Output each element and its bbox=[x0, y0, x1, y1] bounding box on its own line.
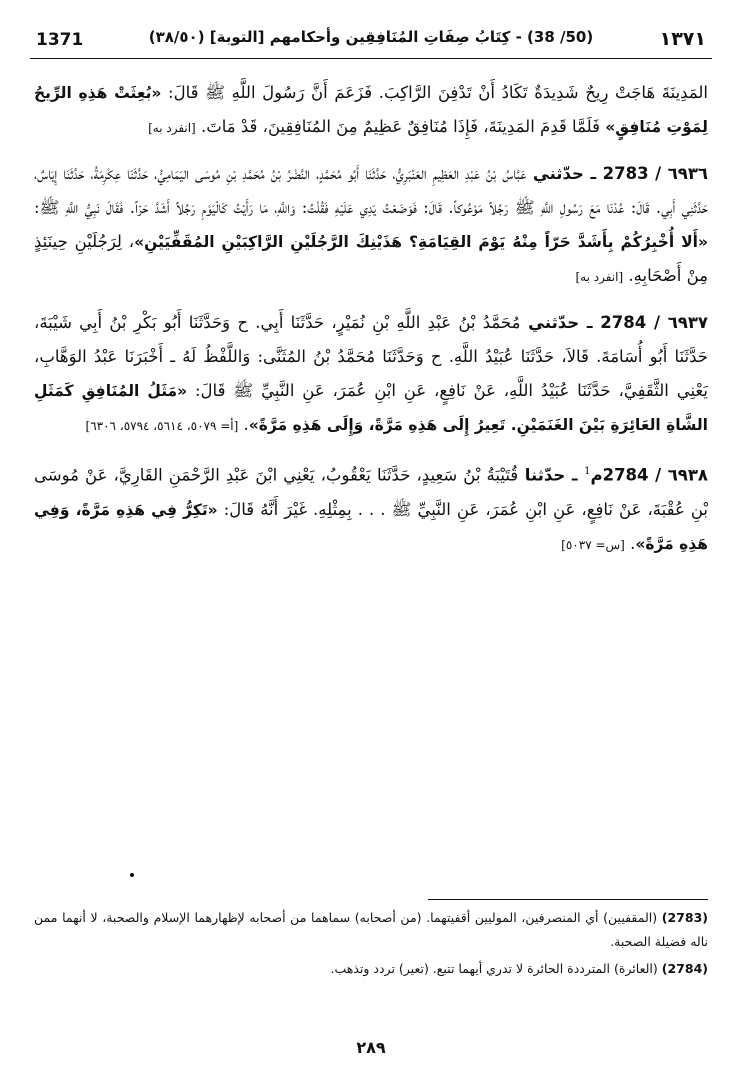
narration-lead: ـ حدّثني bbox=[520, 313, 601, 332]
hadith-text-rest: فَلَمَّا قَدِمَ المَدِينَةَ، فَإِذَا مُنَافِقٌ عَظِيمٌ مِنَ المُنَافِقِينَ، قَدْ مَاتَ. bbox=[195, 117, 606, 136]
footnote-2783 bbox=[34, 906, 708, 954]
chapter-title: (50/ 38) - كِتَابُ صِفَاتِ المُنَافِقِين وأحكامهم [التوبة] (٣٨/٥٠) bbox=[148, 28, 594, 46]
hadith-text: المَدِينَةَ هَاجَتْ رِيحٌ شَدِيدَةٌ تَكَادُ أَنْ تَدْفِنَ الرَّاكِبَ. فَزَعَمَ أَنَّ رَسُولَ اللَّهِ ﷺ قَالَ: bbox=[161, 83, 708, 102]
reference-note: [انفرد به] bbox=[575, 270, 624, 284]
hadith-6937 bbox=[34, 306, 708, 443]
page-number-latin: 1371 bbox=[36, 30, 84, 50]
hadith-text-rest: . bbox=[238, 415, 249, 434]
hadith-text-rest: ، لِرَجُلَيْنِ حِينَئِذٍ مِنْ أَصْحَابِهِ. bbox=[34, 232, 708, 285]
hadith-number: ٦٩٣٧ / 2784 bbox=[600, 313, 708, 332]
footnote-divider bbox=[428, 899, 708, 900]
hadith-text-rest: . bbox=[624, 533, 636, 553]
prophet-quote: «مَثَلُ المُنَافِقِ كَمَثَلِ الشَّاةِ العَائِرَةِ بَيْنَ الغَنَمَيْنِ. تَعِيرُ إِلَى هَذِهِ مَرَّةً، وَإِلَى هَذِهِ مَرَّةً» bbox=[34, 382, 708, 434]
narration-lead: ـ حدّثني bbox=[526, 164, 603, 183]
running-header bbox=[30, 24, 712, 59]
prophet-quote: «بُعِثَتْ هَذِهِ الرِّيحُ لِمَوْتِ مُنَافِقٍ» bbox=[34, 84, 708, 136]
reference-note: [س= ٥٠٣٧] bbox=[561, 537, 625, 552]
prophet-quote: «تَكِرُّ فِي هَذِهِ مَرَّةً، وَفِي هَذِهِ مَرَّةً» bbox=[34, 500, 708, 553]
reference-note: [انفرد به] bbox=[148, 121, 196, 135]
hadith-text: قُتَيْبَةُ بْنُ سَعِيدٍ، حَدَّثَنَا يَعْقُوبُ، يَعْنِي ابْنَ عَبْدِ الرَّحْمَنِ القَارِيَّ، عَنْ مُوسَى بْنِ عُقْبَةَ، عَنْ نَافِعٍ، عَنِ ابْنِ عُمَرَ، عَنِ النَّبِيِّ ﷺ . . . بِمِثْلِهِ. غَيْرَ أَنَّهُ قَالَ: bbox=[34, 465, 709, 519]
narration-lead: ـ حدّثنا bbox=[518, 465, 585, 485]
hadith-continuation bbox=[34, 76, 708, 145]
reference-note: [أ= ٥٠٧٩، ٥٦١٤، ٥٧٩٤، ٦٣٠٦] bbox=[85, 419, 239, 433]
hadith-6938 bbox=[34, 455, 708, 562]
hadith-number: ٦٩٣٨ / 2784م bbox=[590, 465, 709, 485]
stray-dot bbox=[130, 873, 134, 877]
prophet-quote: «أَلا أُخْبِرُكُمْ بِأَشَدَّ حَرّاً مِنْهُ يَوْمَ القِيَامَةِ؟ هَذَيْنِكَ الرَّجُلَيْنِ الرَّاكِبَيْنِ المُقَفِّيَيْنِ» bbox=[134, 233, 709, 251]
hadith-text: عَبَّاسُ بْنُ عَبْدِ العَظِيمِ العَنْبَرِيُّ، حَدَّثَنَا أَبُو مُحَمَّدٍ، النَّضْرُ بْنُ مُحَمَّدِ بْنِ مُوسَى اليَمَامِيُّ، حَدَّثَنَا عِكْرِمَةُ، حَدَّثَنَا إِيَاسٌ، حَدَّثَنِي أَبِي. قَالَ: عُدْنَا مَعَ رَسُولِ اللَّهِ ﷺ رَجُلاً مَوْعُوكاً. قَالَ: فَوَضَعْتُ يَدِي عَلَيْهِ فَقُلْتُ: وَاللَّهِ، مَا رَأَيْتُ كَالْيَوْمِ رَجُلاً أَشَدَّ حَرّاً. فَقَالَ نَبِيُّ اللَّهِ ﷺ: bbox=[34, 164, 708, 217]
footnote-text: (العائرة) المترددة الحائرة لا تدري أيهما تتبع. (تعير) تردد وتذهب. bbox=[330, 961, 658, 976]
footnote-number: (2783) bbox=[661, 910, 708, 925]
footnote-number: (2784) bbox=[661, 961, 708, 976]
footnote-marker: 1 bbox=[584, 466, 591, 477]
footnotes bbox=[34, 906, 708, 984]
hadith-6936 bbox=[34, 157, 708, 294]
page-number-arabic: ١٣٧١ bbox=[659, 28, 706, 50]
hadith-number: ٦٩٣٦ / 2783 bbox=[602, 164, 709, 183]
hadith-body bbox=[34, 76, 708, 574]
footnote-text: (المقفيين) أي المنصرفين، الموليين أقفيتهما. (من أصحابه) سماهما من أصحابه لإظهارهما الإسلام والصحبة، لا أنهما ممن ناله فضيلة الصحبة. bbox=[34, 910, 708, 949]
hadith-text: مُحَمَّدُ بْنُ عَبْدِ اللَّهِ بْنِ نُمَيْرٍ، حَدَّثَنَا أَبِي. ح وَحَدَّثَنَا أَبُو بَكْرِ بْنُ أَبِي شَيْبَةَ، حَدَّثَنَا أَبُو أُسَامَةَ. قَالاَ، حَدَّثَنَا عُبَيْدُ اللَّهِ. ح وَحَدَّثَنَا مُحَمَّدُ بْنُ المُثَنَّى: وَاللَّفْظُ لَهُ ـ أَخْبَرَنَا عَبْدُ الوَهَّابِ، يَعْنِي الثَّقَفِيَّ، حَدَّثَنَا عُبَيْدُ اللَّهِ، عَنْ نَافِعٍ، عَنِ ابْنِ عُمَرَ، عَنِ النَّبِيِّ ﷺ قَالَ: bbox=[34, 313, 708, 400]
page-footer-number: ٢٨٩ bbox=[356, 1038, 386, 1057]
footnote-2784 bbox=[34, 957, 708, 981]
